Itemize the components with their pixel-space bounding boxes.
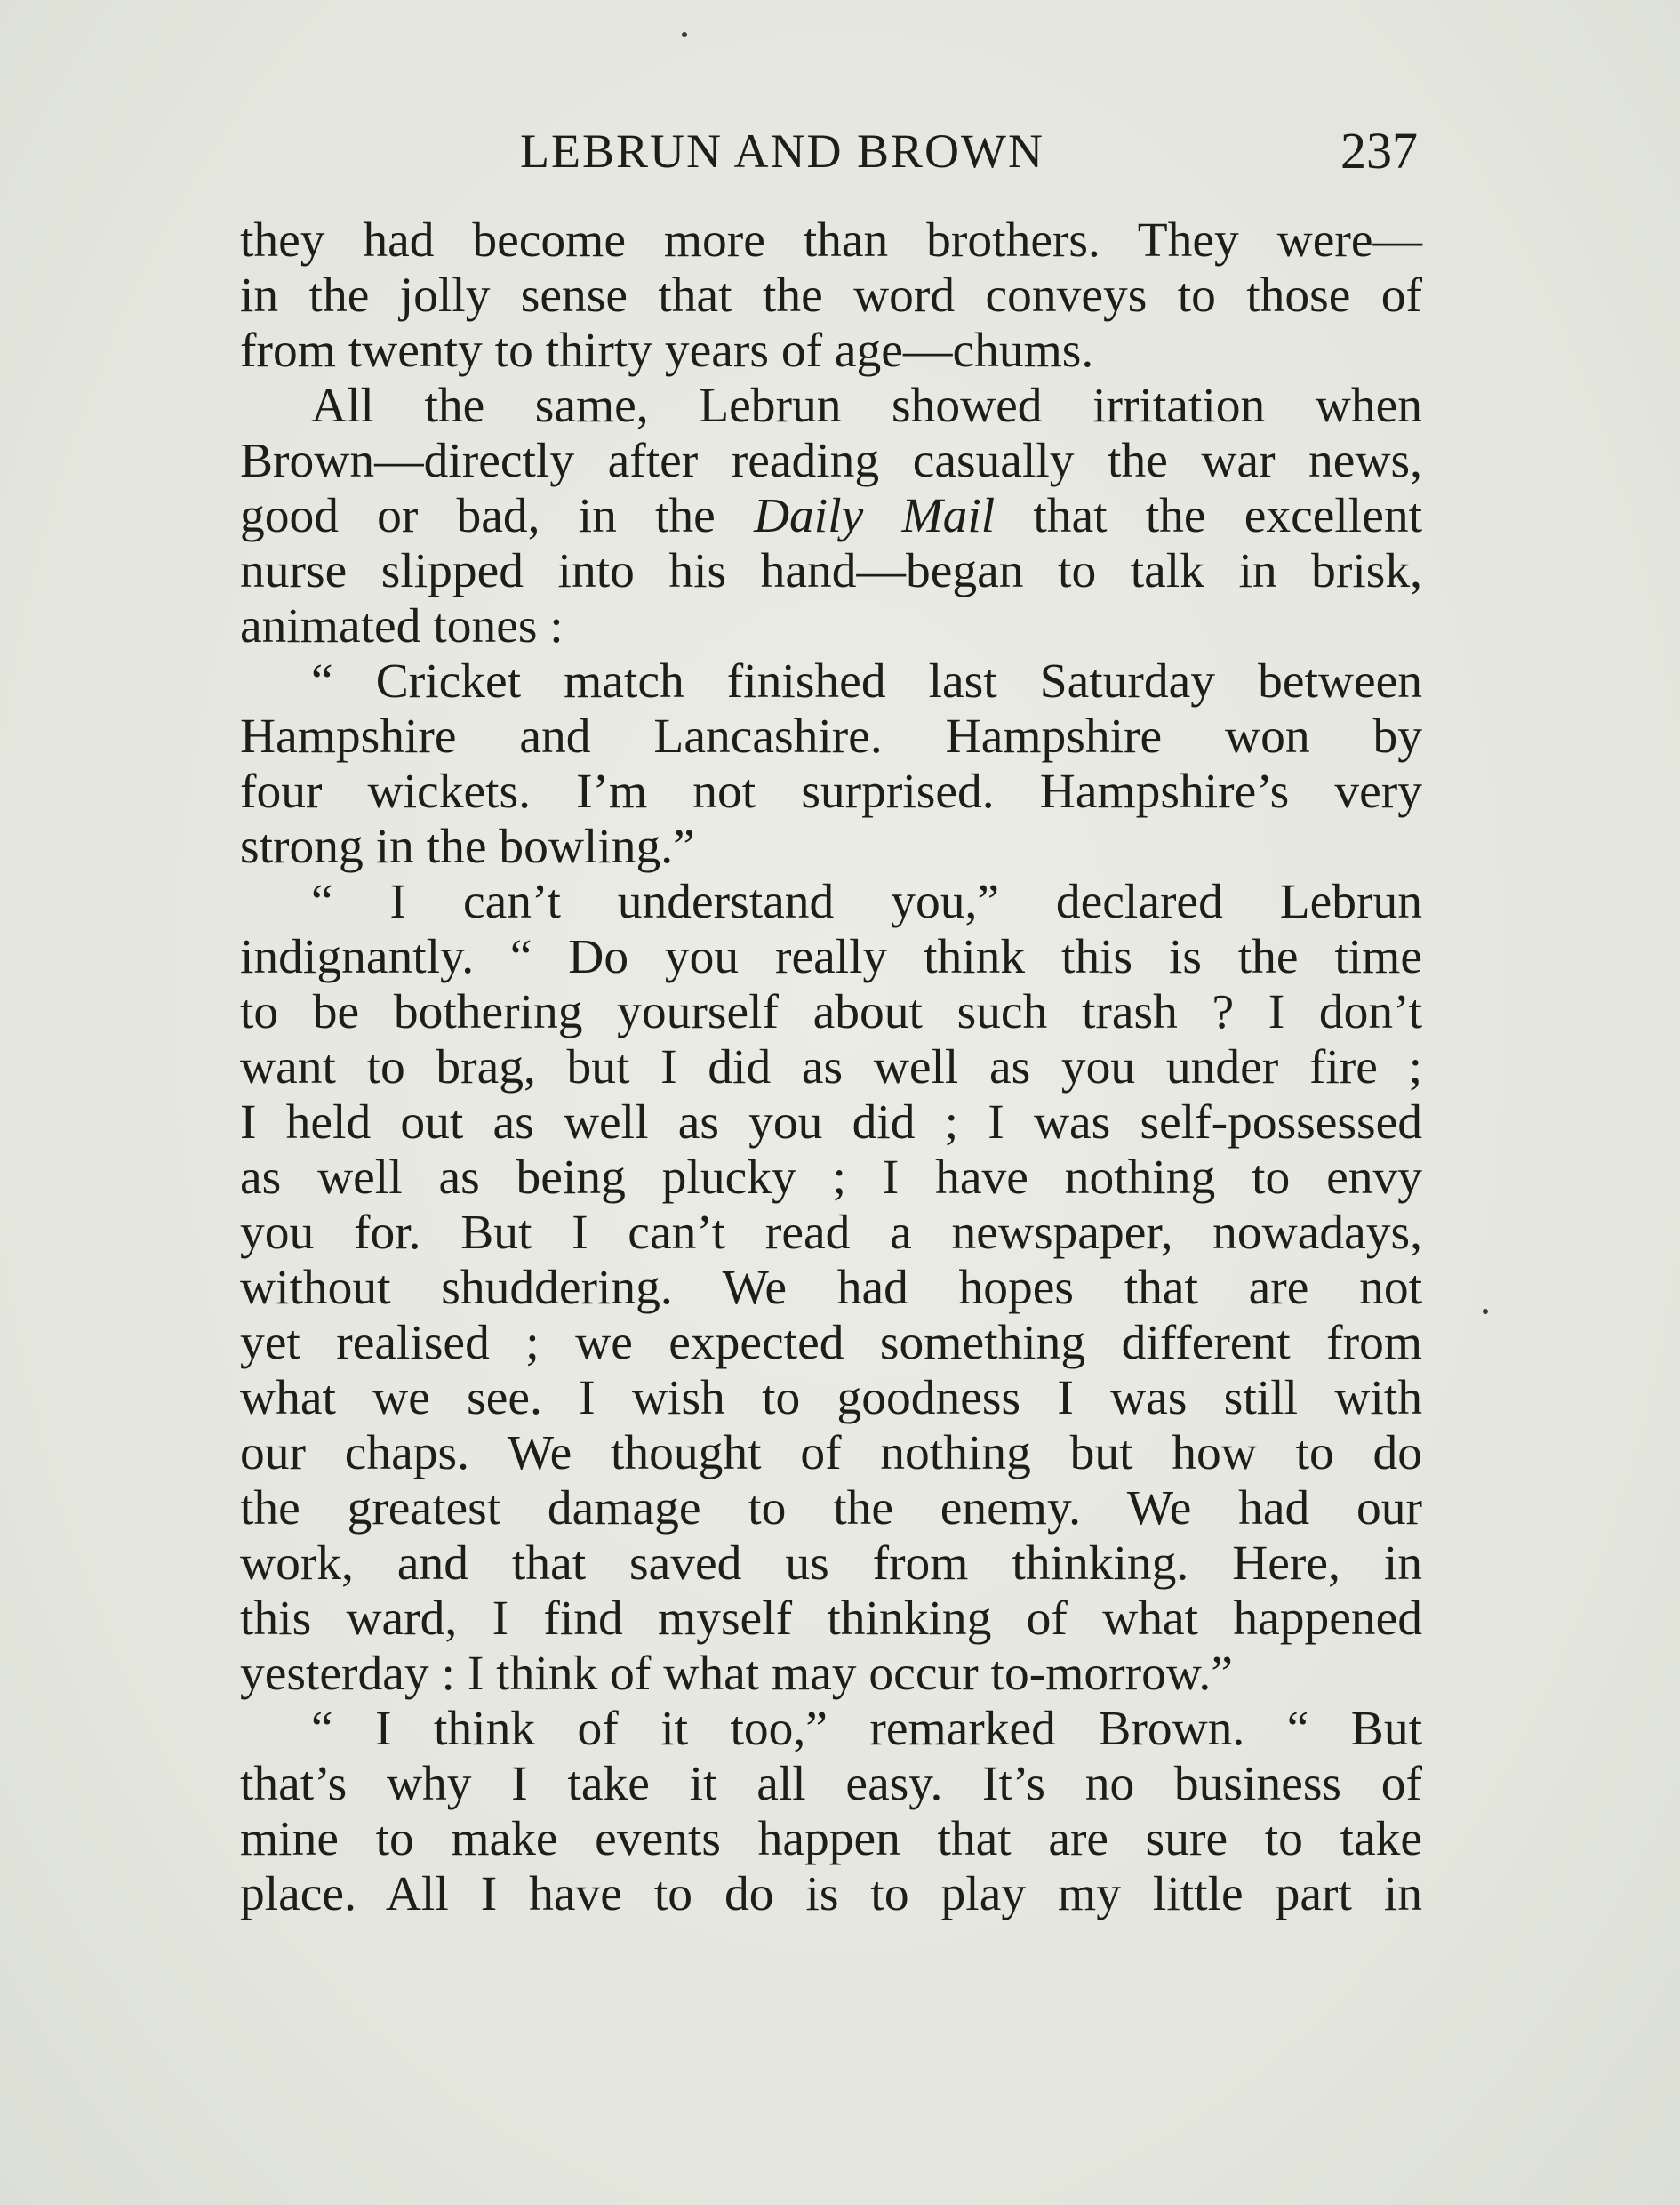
text-line: that’s why I take it all easy. It’s no business of — [240, 1757, 1422, 1811]
text-line: All the same, Lebrun showed irritation when — [311, 379, 1422, 433]
text-line: what we see. I wish to goodness I was still with — [240, 1371, 1422, 1425]
body-text — [240, 213, 1422, 1922]
text-line: Hampshire and Lancashire. Hampshire won by — [240, 710, 1422, 764]
text-line: to be bothering yourself about such trash ? I don’t — [240, 985, 1422, 1039]
text-line: I held out as well as you did ; I was self-possessed — [240, 1095, 1422, 1150]
text-line: the greatest damage to the enemy. We had our — [240, 1481, 1422, 1535]
paper-speck — [1483, 1309, 1488, 1314]
text-line: nurse slipped into his hand—began to talk in brisk, — [240, 544, 1422, 598]
text-line: want to brag, but I did as well as you under fire ; — [240, 1040, 1422, 1094]
page-number: 237 — [1340, 122, 1418, 180]
text-line: as well as being plucky ; I have nothing to envy — [240, 1151, 1422, 1205]
text-line: animated tones : — [240, 599, 564, 653]
italic-title: Daily Mail — [753, 489, 996, 543]
running-title: LEBRUN AND BROWN — [520, 124, 1045, 178]
text-line: work, and that saved us from thinking. Here, in — [240, 1536, 1422, 1591]
text-line: yet realised ; we expected something different from — [240, 1316, 1422, 1370]
text-line: four wickets. I’m not surprised. Hampshire’s very — [240, 765, 1422, 819]
text-line: our chaps. We thought of nothing but how to do — [240, 1426, 1422, 1480]
text-line: without shuddering. We had hopes that are not — [240, 1261, 1422, 1315]
text-line: strong in the bowling.” — [240, 820, 695, 874]
text-line: “ I can’t understand you,” declared Lebrun — [311, 875, 1422, 929]
text-line: this ward, I find myself thinking of what happened — [240, 1592, 1422, 1646]
text-line: from twenty to thirty years of age—chums. — [240, 324, 1094, 378]
page-header — [240, 120, 1418, 182]
text-line: place. All I have to do is to play my little part in — [240, 1867, 1422, 1921]
text-line: they had become more than brothers. They were— — [240, 213, 1422, 268]
text-line: yesterday : I think of what may occur to-morrow.” — [240, 1647, 1233, 1701]
text-line: “ I think of it too,” remarked Brown. “ But — [311, 1702, 1422, 1756]
text-line: Brown—directly after reading casually the war news, — [240, 434, 1422, 488]
text-line: mine to make events happen that are sure to take — [240, 1812, 1422, 1866]
text-segment: good or bad, in the — [240, 489, 754, 543]
text-line: indignantly. “ Do you really think this is the time — [240, 930, 1422, 984]
text-line: in the jolly sense that the word conveys to those of — [240, 269, 1422, 323]
paper-speck — [682, 32, 687, 37]
text-line: you for. But I can’t read a newspaper, nowadays, — [240, 1206, 1422, 1260]
text-line — [240, 489, 1422, 544]
text-segment: that the excellent — [995, 489, 1422, 543]
text-line: “ Cricket match finished last Saturday between — [311, 654, 1422, 709]
